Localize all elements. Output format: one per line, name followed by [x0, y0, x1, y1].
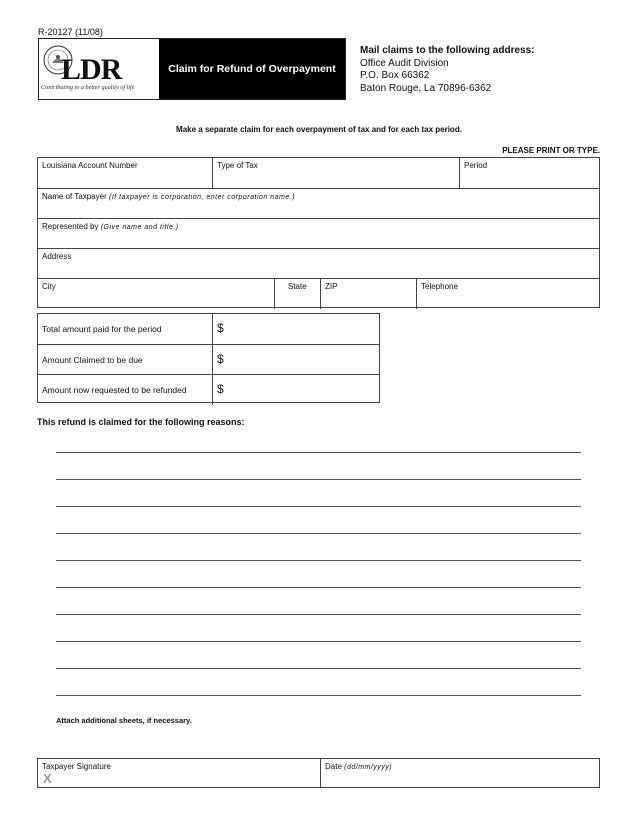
instruction-text: Make a separate claim for each overpayment of tax and for each tax period.: [176, 125, 462, 134]
amount-label: Amount Claimed to be due: [42, 355, 143, 365]
type-of-tax-label: Type of Tax: [217, 161, 258, 170]
city-label: City: [42, 282, 56, 291]
amount-input[interactable]: [212, 314, 379, 344]
zip-label: ZIP: [325, 282, 338, 291]
represented-by-note: (Give name and title.): [100, 224, 179, 231]
form-code: R-20127 (11/08): [38, 27, 103, 37]
amount-row: [38, 314, 379, 344]
date-label-text: Date: [325, 762, 342, 771]
address-label: Address: [42, 252, 72, 261]
amount-input[interactable]: [212, 375, 379, 405]
reason-line[interactable]: [56, 614, 581, 615]
signature-mark: X: [43, 771, 52, 786]
reason-line[interactable]: [56, 533, 581, 534]
telephone-field[interactable]: [416, 279, 599, 309]
amount-label: Total amount paid for the period: [42, 324, 162, 334]
mail-line-1: Office Audit Division: [360, 57, 449, 69]
signature-label: Taxpayer Signature: [42, 762, 111, 771]
attach-note: Attach additional sheets, if necessary.: [56, 716, 192, 725]
reason-line[interactable]: [56, 560, 581, 561]
dollar-sign: $: [217, 352, 224, 366]
mail-line-3: Baton Rouge, La 70896-6362: [360, 82, 492, 94]
period-field[interactable]: [459, 158, 599, 188]
amount-row: [38, 374, 379, 405]
represented-by-label: [42, 222, 179, 231]
taxpayer-info-grid: [37, 157, 600, 308]
mail-line-2: P.O. Box 66362: [360, 70, 430, 81]
signature-box: [37, 758, 600, 788]
amount-input[interactable]: [212, 345, 379, 375]
row-city: [38, 278, 599, 309]
state-field[interactable]: [274, 279, 320, 309]
form-title: Claim for Refund of Overpayment: [159, 39, 345, 99]
state-label: State: [288, 282, 307, 291]
amount-row: [38, 344, 379, 375]
date-label: [325, 762, 392, 771]
reason-line[interactable]: [56, 641, 581, 642]
account-number-label: Louisiana Account Number: [42, 161, 138, 170]
reason-line[interactable]: [56, 695, 581, 696]
taxpayer-name-field[interactable]: [38, 188, 599, 219]
zip-field[interactable]: [320, 279, 418, 309]
reason-line[interactable]: [56, 506, 581, 507]
reasons-title: This refund is claimed for the following reasons:: [37, 417, 245, 427]
logo-tagline: Contributing to a better quality of life: [41, 84, 135, 91]
mailing-address: [360, 45, 534, 95]
row-account: [38, 158, 599, 188]
dollar-sign: $: [217, 382, 224, 396]
type-of-tax-field[interactable]: [212, 158, 497, 188]
reason-line[interactable]: [56, 668, 581, 669]
amount-label: Amount now requested to be refunded: [42, 385, 187, 395]
represented-by-text: Represented by: [42, 222, 99, 231]
taxpayer-name-label: [42, 192, 295, 201]
reason-line[interactable]: [56, 479, 581, 480]
taxpayer-name-text: Name of Taxpayer: [42, 192, 107, 201]
reason-line[interactable]: [56, 587, 581, 588]
reason-line[interactable]: [56, 452, 581, 453]
amounts-table: [37, 313, 380, 403]
period-label: Period: [464, 161, 488, 170]
date-field[interactable]: [320, 759, 599, 787]
ldr-logo: [39, 39, 159, 99]
date-format: (dd/mm/yyyy): [344, 764, 393, 771]
mail-heading: Mail claims to the following address:: [360, 45, 535, 56]
represented-by-field[interactable]: [38, 218, 599, 249]
address-field[interactable]: [38, 248, 599, 279]
logo-text: LDR: [61, 53, 122, 86]
signature-field[interactable]: [38, 759, 320, 787]
telephone-label: Telephone: [421, 282, 458, 291]
print-notice: PLEASE PRINT OR TYPE.: [502, 146, 600, 155]
form-header: [38, 38, 346, 100]
taxpayer-name-note: (If taxpayer is corporation, enter corporation name.): [109, 194, 296, 201]
dollar-sign: $: [217, 321, 224, 335]
